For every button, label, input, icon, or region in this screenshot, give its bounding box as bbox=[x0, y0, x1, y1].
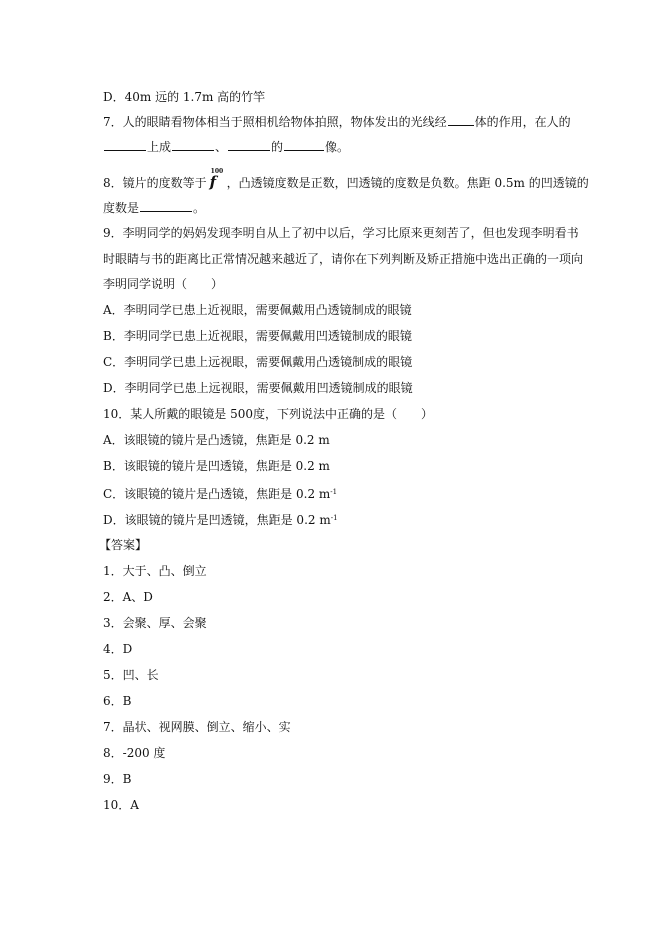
question-9-line-1: 9．李明同学的妈妈发现李明自从上了初中以后，学习比原来更刻苦了，但也发现李明看书 bbox=[103, 226, 579, 240]
q7-blank-1 bbox=[448, 113, 474, 126]
q9-option-b: B．李明同学已患上近视眼，需要佩戴用凹透镜制成的眼镜 bbox=[103, 329, 412, 343]
q7-text-c: 上成 bbox=[147, 140, 172, 154]
question-9-line-2: 时眼睛与书的距离比正常情况越来越近了，请你在下列判断及矫正措施中选出正确的一项向 bbox=[103, 252, 584, 266]
q7-text-a: 7．人的眼睛看物体相当于照相机给物体拍照，物体发出的光线经 bbox=[103, 115, 447, 129]
q9-option-d: D．李明同学已患上远视眼，需要佩戴用凹透镜制成的眼镜 bbox=[103, 381, 413, 395]
answers-heading: 【答案】 bbox=[99, 538, 148, 552]
answer-item: 8．-200 度 bbox=[103, 746, 166, 760]
q7-text-e: 的 bbox=[271, 140, 284, 154]
answer-item: 4．D bbox=[103, 642, 133, 656]
q9-option-a: A．李明同学已患上近视眼，需要佩戴用凸透镜制成的眼镜 bbox=[103, 303, 412, 317]
q10-option-b: B．该眼镜的镜片是凹透镜，焦距是 0.2 m bbox=[103, 459, 330, 473]
q8-fraction-denominator: f bbox=[209, 173, 217, 191]
q9-option-c: C．李明同学已患上远视眼，需要佩戴用凸透镜制成的眼镜 bbox=[103, 355, 413, 369]
q8-text-c: 度数是 bbox=[103, 201, 140, 215]
q8-text-a: 8．镜片的度数等于 bbox=[103, 176, 207, 190]
q10-option-a: A．该眼镜的镜片是凸透镜，焦距是 0.2 m bbox=[103, 433, 330, 447]
q7-text-d: 、 bbox=[215, 140, 228, 154]
q7-blank-4 bbox=[228, 138, 270, 151]
q10-option-c-text: C．该眼镜的镜片是凸透镜，焦距是 0.2 m bbox=[103, 487, 331, 501]
q8-blank bbox=[140, 199, 192, 212]
q7-blank-3 bbox=[172, 138, 214, 151]
answer-item: 10．A bbox=[103, 798, 139, 812]
q10-option-c-superscript: -1 bbox=[330, 488, 338, 496]
q10-option-d-superscript: -1 bbox=[330, 514, 338, 522]
answer-item: 7．晶状、视网膜、倒立、缩小、实 bbox=[103, 720, 291, 734]
question-8-line-1 bbox=[103, 168, 589, 191]
question-9-line-3: 李明同学说明（ ） bbox=[103, 277, 224, 291]
answer-item: 5．凹、长 bbox=[103, 668, 159, 682]
question-8-line-2 bbox=[103, 199, 205, 216]
q8-fraction bbox=[209, 168, 225, 191]
question-10: 10．某人所戴的眼镜是 500度，下列说法中正确的是（ ） bbox=[103, 407, 433, 421]
q7-text-f: 像。 bbox=[325, 140, 350, 154]
question-7-line-2 bbox=[103, 138, 349, 155]
answer-item: 9．B bbox=[103, 772, 132, 786]
q8-text-d: 。 bbox=[193, 201, 206, 215]
q7-blank-2 bbox=[104, 138, 146, 151]
q6-option-d: D．40m 远的 1.7m 高的竹竿 bbox=[103, 90, 266, 104]
q10-option-d bbox=[103, 510, 338, 528]
q10-option-d-text: D．该眼镜的镜片是凹透镜，焦距是 0.2 m bbox=[103, 513, 331, 527]
answer-item: 6．B bbox=[103, 694, 132, 708]
q8-text-b: ，凸透镜度数是正数，凹透镜的度数是负数。焦距 0.5m 的凹透镜的 bbox=[226, 176, 589, 190]
q8-fraction-numerator: 100 bbox=[210, 168, 224, 175]
answer-item: 2．A、D bbox=[103, 590, 153, 604]
q7-text-b: 体的作用，在人的 bbox=[474, 115, 571, 129]
question-7-line-1 bbox=[103, 113, 571, 130]
answer-item: 3．会聚、厚、会聚 bbox=[103, 616, 207, 630]
answer-item: 1．大于、凸、倒立 bbox=[103, 564, 207, 578]
q7-blank-5 bbox=[284, 138, 324, 151]
q10-option-c bbox=[103, 484, 337, 502]
